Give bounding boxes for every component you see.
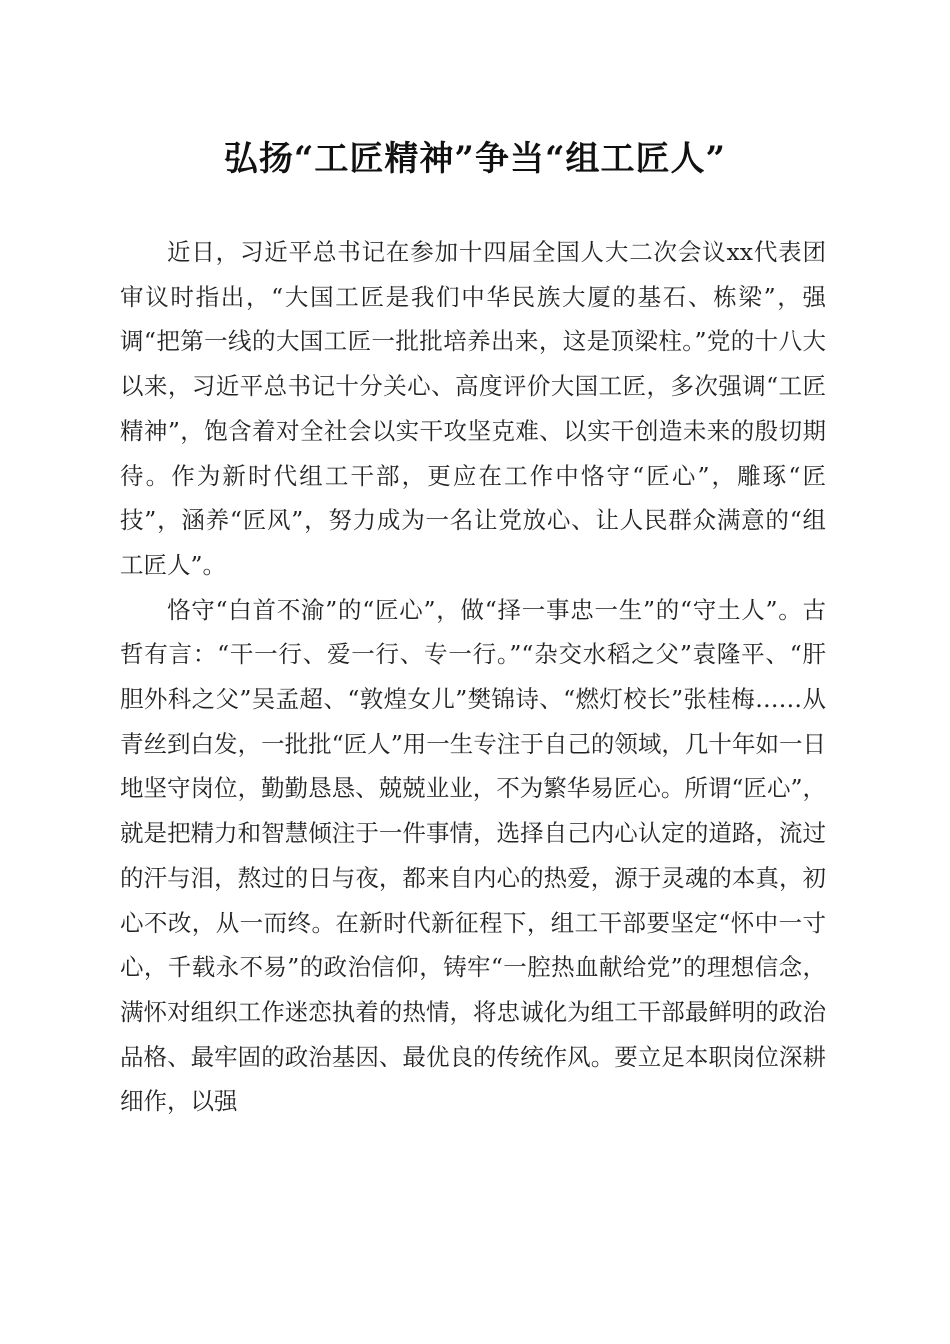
paragraph-2: 恪守“白首不渝”的“匠心”，做“择一事忠一生”的“守土人”。古哲有言：“干一行、爱一行、专一行。”“杂交水稻之父”袁隆平、“肝胆外科之父”吴孟超、“敦煌女儿”樊锦诗、“燃灯校长”张桂梅……从青丝到白发，一批批“匠人”用一生专注于自己的领域，几十年如一日地坚守岗位，勤勤恳恳、兢兢业业，不为繁华易匠心。所谓“匠心”，就是把精力和智慧倾注于一件事情，选择自己内心认定的道路，流过的汗与泪，熬过的日与夜，都来自内心的热爱，源于灵魂的本真，初心不改，从一而终。在新时代新征程下，组工干部要坚定“怀中一寸心，千载永不易”的政治信仰，铸牢“一腔热血献给党”的理想信念，满怀对组织工作迷恋执着的热情，将忠诚化为组工干部最鲜明的政治品格、最牢固的政治基因、最优良的传统作风。要立足本职岗位深耕细作，以强 [120,595,826,1116]
paragraph-1: 近日，习近平总书记在参加十四届全国人大二次会议xx代表团审议时指出，“大国工匠是我们中华民族大厦的基石、栋梁”，强调“把第一线的大国工匠一批批培养出来，这是顶梁柱。”党的十八大以来，习近平总书记十分关心、高度评价大国工匠，多次强调“工匠精神”，饱含着对全社会以实干攻坚克难、以实干创造未来的殷切期待。作为新时代组工干部，更应在工作中恪守“匠心”，雕琢“匠技”，涵养“匠风”，努力成为一名让党放心、让人民群众满意的“组工匠人”。 [120,238,826,579]
document-title: 弘扬“工匠精神”争当“组工匠人” [223,139,727,179]
document-body [120,230,826,1124]
